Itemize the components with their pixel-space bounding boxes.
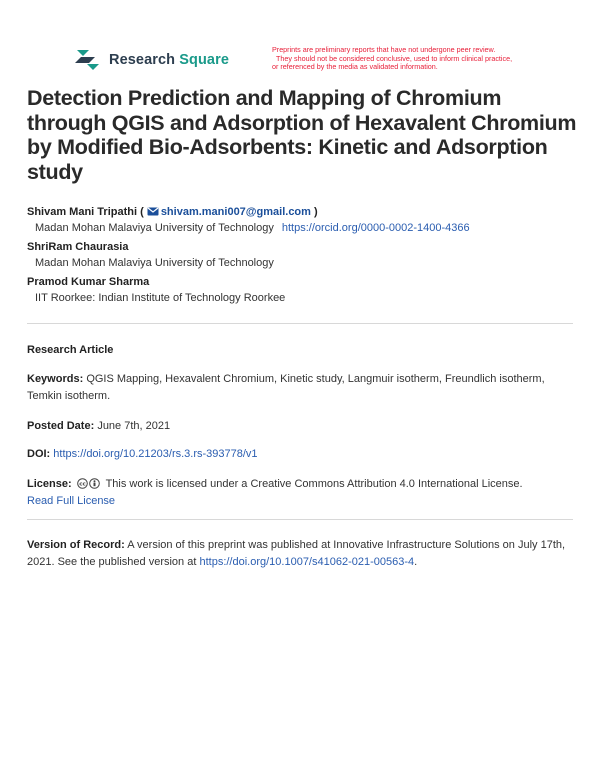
doi-section <box>27 446 573 463</box>
doi-link[interactable]: https://doi.org/10.21203/rs.3.rs-393778/v1 <box>53 448 258 460</box>
author-name: Pramod Kumar Sharma <box>27 276 150 288</box>
keywords-text: QGIS Mapping, Hexavalent Chromium, Kinetic study, Langmuir isotherm, Freundlich isotherm, Temkin isotherm. <box>27 373 545 402</box>
article-type: Research Article <box>27 344 114 356</box>
creative-commons-icon <box>77 478 101 489</box>
page-header <box>75 46 545 76</box>
author-affiliation: Madan Mohan Malaviya University of Technology <box>35 257 274 269</box>
license-text: This work is licensed under a Creative Commons Attribution 4.0 International License. <box>105 478 523 490</box>
disclaimer-line: They should not be considered conclusive, used to inform clinical practice, <box>276 53 513 63</box>
version-text: A version of this preprint was published at Innovative Infrastructure Solutions on July 17th, 2021. See the published version at <box>27 539 566 568</box>
author-email-link[interactable]: shivam.mani007@gmail.com <box>160 206 311 218</box>
posted-date-section <box>27 418 573 435</box>
orcid-link[interactable]: https://orcid.org/0000-0002-1400-4366 <box>281 222 470 234</box>
author-affiliation: Madan Mohan Malaviya University of Technology https://orcid.org/0000-0002-1400-4366 <box>35 222 470 234</box>
envelope-icon <box>147 207 159 216</box>
posted-date-label: Posted Date: <box>27 420 95 432</box>
research-square-logo-icon <box>75 48 101 72</box>
logo-wordmark: Research Square <box>109 52 229 68</box>
posted-date-value: June 7th, 2021 <box>97 420 171 432</box>
read-full-license-link[interactable]: Read Full License <box>27 495 116 507</box>
preprint-disclaimer <box>272 46 572 72</box>
research-square-logo[interactable] <box>75 48 229 72</box>
doi-label: DOI: <box>27 448 51 460</box>
version-of-record-section: Version of Record: A version of this preprint was published at Innovative Infrastructure Solutions on July 17th, 2021. See the published version at https://doi.org/10.1007/s41062-021-00563-4. <box>27 539 566 568</box>
version-label: Version of Record: <box>27 539 125 551</box>
author-name: Shivam Mani Tripathi ( shivam.mani007@gmail.com ) <box>27 206 318 218</box>
author-name: ShriRam Chaurasia <box>27 241 129 253</box>
disclaimer-line: Preprints are preliminary reports that have not undergone peer review. <box>272 45 496 54</box>
published-version-link[interactable]: https://doi.org/10.1007/s41062-021-00563-4 <box>199 556 415 568</box>
divider <box>27 323 573 324</box>
author-list <box>27 206 577 304</box>
svg-text:cc: cc <box>78 481 86 488</box>
license-section <box>27 476 573 510</box>
author-affiliation: IIT Roorkee: Indian Institute of Technology Roorkee <box>35 292 286 304</box>
paper-title: Detection Prediction and Mapping of Chromium through QGIS and Adsorption of Hexavalent Chromium by Modified Bio-Adsorbents: Kinetic and Adsorption study <box>27 86 577 184</box>
divider <box>27 519 573 520</box>
keywords-section <box>27 371 573 405</box>
license-label: License: <box>27 478 72 490</box>
keywords-label: Keywords: <box>27 373 84 385</box>
disclaimer-line: or referenced by the media as validated information. <box>272 62 438 72</box>
